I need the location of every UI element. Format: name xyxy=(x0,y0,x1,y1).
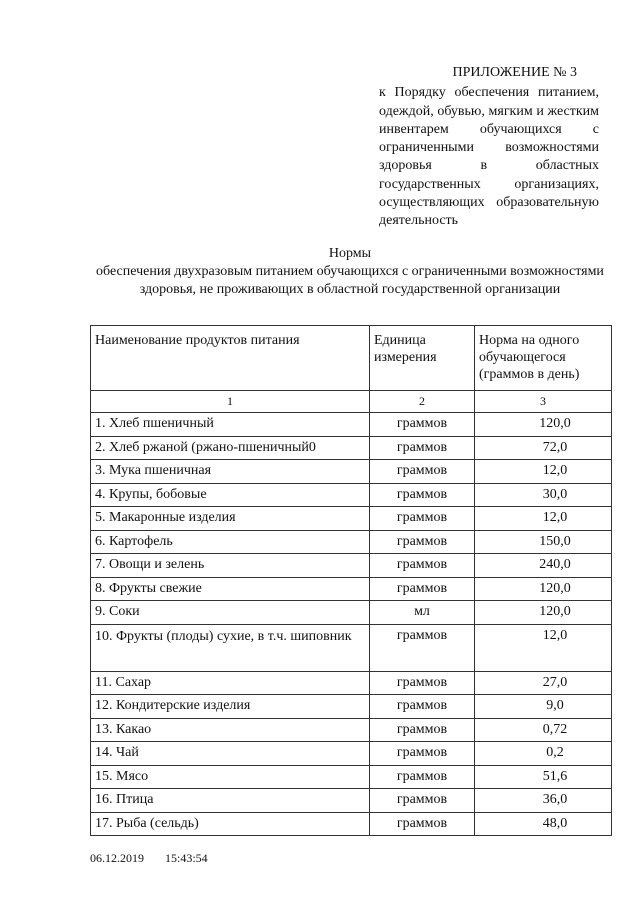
product-name-cell: 3. Мука пшеничная xyxy=(91,460,370,484)
table-row xyxy=(91,601,612,625)
product-name-cell: 7. Овощи и зелень xyxy=(91,554,370,578)
product-name-cell: 4. Крупы, бобовые xyxy=(91,483,370,507)
table-row xyxy=(91,507,612,531)
unit-cell: граммов xyxy=(370,718,475,742)
unit-cell: граммов xyxy=(370,507,475,531)
norm-cell: 240,0 xyxy=(475,554,612,578)
product-name-cell: 2. Хлеб ржаной (ржано-пшеничный0 xyxy=(91,436,370,460)
header-product: Наименование продуктов питания xyxy=(91,326,370,391)
unit-cell: граммов xyxy=(370,624,475,671)
unit-cell: граммов xyxy=(370,413,475,437)
table-row xyxy=(91,695,612,719)
unit-cell: граммов xyxy=(370,812,475,836)
table-row xyxy=(91,789,612,813)
table-column-numbers xyxy=(91,391,612,413)
table-row xyxy=(91,671,612,695)
norm-cell: 72,0 xyxy=(475,436,612,460)
product-name-cell: 13. Какао xyxy=(91,718,370,742)
norm-cell: 0,72 xyxy=(475,718,612,742)
header-unit: Единица измерения xyxy=(370,326,475,391)
column-number-2: 2 xyxy=(370,391,475,413)
norm-cell: 48,0 xyxy=(475,812,612,836)
column-number-1: 1 xyxy=(91,391,370,413)
unit-cell: граммов xyxy=(370,695,475,719)
product-name-cell: 12. Кондитерские изделия xyxy=(91,695,370,719)
norm-cell: 150,0 xyxy=(475,530,612,554)
norm-cell: 9,0 xyxy=(475,695,612,719)
heading-line-1: Нормы xyxy=(328,246,372,261)
unit-cell: граммов xyxy=(370,765,475,789)
unit-cell: граммов xyxy=(370,483,475,507)
unit-cell: граммов xyxy=(370,460,475,484)
norm-cell: 12,0 xyxy=(475,460,612,484)
norm-cell: 27,0 xyxy=(475,671,612,695)
table-row xyxy=(91,460,612,484)
footer-time: 15:43:54 xyxy=(165,851,208,865)
table-row xyxy=(91,413,612,437)
table-row xyxy=(91,483,612,507)
table-row xyxy=(91,718,612,742)
norm-cell: 36,0 xyxy=(475,789,612,813)
appendix-block xyxy=(379,64,599,231)
product-name-cell: 14. Чай xyxy=(91,742,370,766)
product-name-cell: 16. Птица xyxy=(91,789,370,813)
unit-cell: граммов xyxy=(370,436,475,460)
product-name-cell: 9. Соки xyxy=(91,601,370,625)
norm-cell: 12,0 xyxy=(475,624,612,671)
norm-cell: 12,0 xyxy=(475,507,612,531)
appendix-body: к Порядку обеспечения питанием, одеждой, обувью, мягким и жестким инвентарем обучающихся с ограниченными возможностями здоровья в областных государственных организациях, осуществляющих образовательную деятельность xyxy=(379,85,599,229)
heading-line-2: обеспечения двухразовым питанием обучающихся с ограниченными возможностями здоровья, не проживающих в областной государственной организации xyxy=(96,264,604,297)
table-header-row xyxy=(91,326,612,391)
norm-cell: 30,0 xyxy=(475,483,612,507)
norm-cell: 0,2 xyxy=(475,742,612,766)
unit-cell: мл xyxy=(370,601,475,625)
table-row xyxy=(91,577,612,601)
footer-timestamp xyxy=(90,851,226,866)
table-row xyxy=(91,554,612,578)
product-name-cell: 15. Мясо xyxy=(91,765,370,789)
product-name-cell: 5. Макаронные изделия xyxy=(91,507,370,531)
norm-cell: 120,0 xyxy=(475,601,612,625)
unit-cell: граммов xyxy=(370,742,475,766)
product-name-cell: 17. Рыба (сельдь) xyxy=(91,812,370,836)
header-norm: Норма на одного обучающегося (граммов в день) xyxy=(475,326,612,391)
product-name-cell: 1. Хлеб пшеничный xyxy=(91,413,370,437)
table-row xyxy=(91,530,612,554)
table-row xyxy=(91,436,612,460)
norm-cell: 120,0 xyxy=(475,413,612,437)
appendix-title: ПРИЛОЖЕНИЕ № 3 xyxy=(452,65,577,80)
unit-cell: граммов xyxy=(370,530,475,554)
unit-cell: граммов xyxy=(370,789,475,813)
norms-table xyxy=(90,325,612,836)
document-heading xyxy=(90,245,610,299)
table-row xyxy=(91,812,612,836)
table-row xyxy=(91,765,612,789)
product-name-cell: 6. Картофель xyxy=(91,530,370,554)
column-number-3: 3 xyxy=(475,391,612,413)
table-row xyxy=(91,624,612,671)
unit-cell: граммов xyxy=(370,671,475,695)
footer-date: 06.12.2019 xyxy=(90,851,144,865)
norm-cell: 120,0 xyxy=(475,577,612,601)
unit-cell: граммов xyxy=(370,554,475,578)
unit-cell: граммов xyxy=(370,577,475,601)
table-row xyxy=(91,742,612,766)
norm-cell: 51,6 xyxy=(475,765,612,789)
product-name-cell: 8. Фрукты свежие xyxy=(91,577,370,601)
product-name-cell: 10. Фрукты (плоды) сухие, в т.ч. шиповник xyxy=(91,624,370,671)
product-name-cell: 11. Сахар xyxy=(91,671,370,695)
